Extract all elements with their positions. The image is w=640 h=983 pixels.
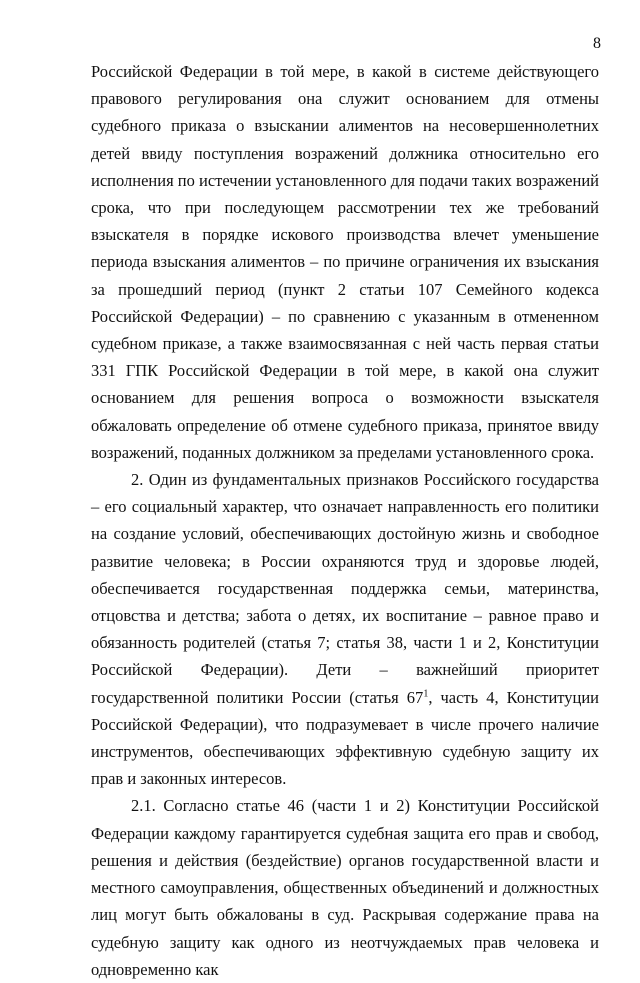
paragraph-continuation: Российской Федерации в той мере, в какой в системе действующего правового регулирования она служит основанием для отмены судебного приказа о взыскании алиментов на несовершеннолетних детей ввиду поступления возражений должника относительно его исполнения по истечении установленного для подачи таких возражений срока, что при последующем рассмотрении тех же требований взыскателя в порядке искового производства влечет уменьшение периода взыскания алиментов – по причине ограничения их взыскания за прошедший период (пункт 2 статьи 107 Семейного кодекса Российской Федерации) – по сравнению с указанным в отмененном судебном приказе, а также взаимосвязанная с ней часть первая статьи 331 ГПК Российской Федерации в той мере, в какой она служит основанием для решения вопроса о возможности взыскателя обжаловать определение об отмене судебного приказа, принятое ввиду возражений, поданных должником за пределами установленного срока. [91,62,599,462]
article-superscript: 1 [423,688,429,700]
document-body [91,58,599,983]
paragraph-section-2-text-after: , часть 4, Конституции Российской Федерации), что подразумевает в числе прочего наличие инструментов, обеспечивающих эффективную судебную защиту их прав и законных интересов. [91,687,600,789]
paragraph-section-2-1: 2.1. Согласно статье 46 (части 1 и 2) Конституции Российской Федерации каждому гарантируется судебная защита его прав и свобод, решения и действия (бездействие) органов государственной власти и местного самоуправления, общественных объединений и должностных лиц могут быть обжалованы в суд. Раскрывая содержание права на судебную защиту как одного из неотчуждаемых прав человека и одновременно как [91,796,599,979]
page-number: 8 [593,35,601,52]
paragraph-section-2-text-before: 2. Один из фундаментальных признаков Российского государства – его социальный характер, что означает направленность его политики на создание условий, обеспечивающих достойную жизнь и свободное развитие человека; в России охраняются труд и здоровье людей, обеспечивается государственная поддержка семьи, материнства, отцовства и детства; забота о детях, их воспитание – равное право и обязанность родителей (статья 7; статья 38, части 1 и 2, Конституции Российской Федерации). Дети – важнейший приоритет государственной политики России (статья 67 [91,470,599,707]
paragraph-section-2 [91,466,599,792]
